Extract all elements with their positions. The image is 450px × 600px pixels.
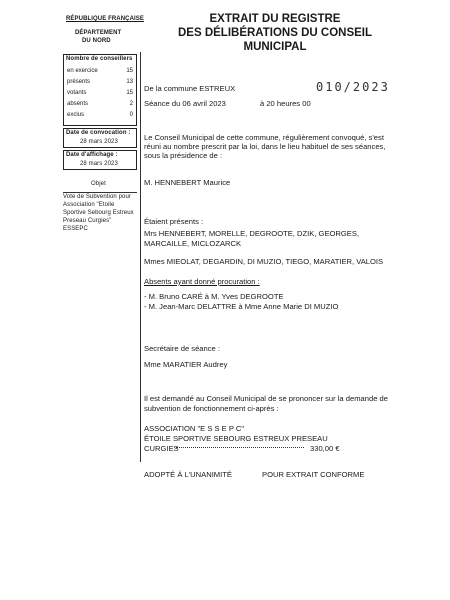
intro-line-2: réuni au nombre prescrit par la loi, dans le lieu habituel de ses séances, xyxy=(144,142,386,151)
commune-label: De la commune ESTREUX xyxy=(144,84,236,93)
dotted-leader xyxy=(176,447,304,448)
secretary-name: Mme MARATIER Audrey xyxy=(144,360,228,369)
departement-nom: DU NORD xyxy=(82,38,111,44)
seance-heure: à 20 heures 00 xyxy=(260,99,311,108)
association-line-3: CURGIES xyxy=(144,444,179,453)
objet-line-2: Association "Etoile xyxy=(63,202,115,208)
adopted-label: ADOPTÉ À L'UNANIMITÉ xyxy=(144,470,232,479)
objet-underline xyxy=(63,192,137,193)
deliberation-number: 010/2023 xyxy=(316,80,390,94)
column-separator xyxy=(140,52,141,462)
subvention-amount: 330,00 € xyxy=(310,444,340,453)
decision-line-1: Il est demandé au Conseil Municipal de se prononcer sur la demande de xyxy=(144,394,388,403)
president-name: M. HENNEBERT Maurice xyxy=(144,178,231,187)
row-label: exclus xyxy=(67,112,85,118)
row-label: votants xyxy=(67,90,87,96)
decision-line-2: subvention de fonctionnement ci-après : xyxy=(144,404,279,413)
affichage-label: Date d'affichage : xyxy=(66,152,118,158)
objet-line-4: Preseau Curgies" xyxy=(63,218,112,224)
intro-line-3: sous la présidence de : xyxy=(144,151,223,160)
row-value: 13 xyxy=(126,79,133,85)
row-value: 15 xyxy=(126,90,133,96)
procuration-item-1: - M. Bruno CARÉ à M. Yves DEGROOTE xyxy=(144,292,284,301)
objet-line-5: ESSEPC xyxy=(63,226,88,232)
presents-line-1: Mrs HENNEBERT, MORELLE, DEGROOTE, DZIK, GEORGES, xyxy=(144,229,360,238)
convocation-date: 28 mars 2023 xyxy=(80,139,118,145)
association-line-1: ASSOCIATION "E S S E P C" xyxy=(144,424,245,433)
association-line-2: ÉTOILE SPORTIVE SEBOURG ESTREUX PRESEAU xyxy=(144,434,328,443)
objet-line-3: Sportive Sebourg Estreux xyxy=(63,210,134,216)
objet-line-1: Vote de Subvention pour xyxy=(63,194,132,200)
row-label: présents xyxy=(67,79,91,85)
title-line-1: EXTRAIT DU REGISTRE xyxy=(209,13,341,25)
secretary-label: Secrétaire de séance : xyxy=(144,344,220,353)
presents-line-3: Mmes MIEOLAT, DEGARDIN, DI MUZIO, TIEGO, MARATIER, VALOIS xyxy=(144,257,384,266)
row-label: absents xyxy=(67,101,89,107)
presents-line-2: MARCAILLE, MICLOZARCK xyxy=(144,239,242,248)
presents-label: Étaient présents : xyxy=(144,217,204,226)
certified-label: POUR EXTRAIT CONFORME xyxy=(262,470,365,479)
seance-date: Séance du 06 avril 2023 xyxy=(144,99,226,108)
affichage-date: 28 mars 2023 xyxy=(80,161,118,167)
procuration-item-2: - M. Jean-Marc DELATTRE à Mme Anne Marie DI MUZIO xyxy=(144,302,339,311)
row-label: en exercice xyxy=(67,68,98,74)
title-line-2: DES DÉLIBÉRATIONS DU CONSEIL xyxy=(177,27,373,39)
row-value: 15 xyxy=(126,68,133,74)
row-value: 0 xyxy=(129,112,133,118)
republique-francaise: RÉPUBLIQUE FRANÇAISE xyxy=(66,16,145,22)
row-value: 2 xyxy=(129,101,133,107)
procuration-label: Absents ayant donné procuration : xyxy=(144,277,260,286)
departement-label: DÉPARTEMENT xyxy=(75,30,122,36)
convocation-label: Date de convocation : xyxy=(66,130,131,136)
title-line-3: MUNICIPAL xyxy=(243,41,307,53)
objet-label: Objet xyxy=(91,181,106,187)
intro-line-1: Le Conseil Municipal de cette commune, régulièrement convoqué, s'est xyxy=(144,133,384,142)
councillors-heading: Nombre de conseillers xyxy=(66,56,133,62)
